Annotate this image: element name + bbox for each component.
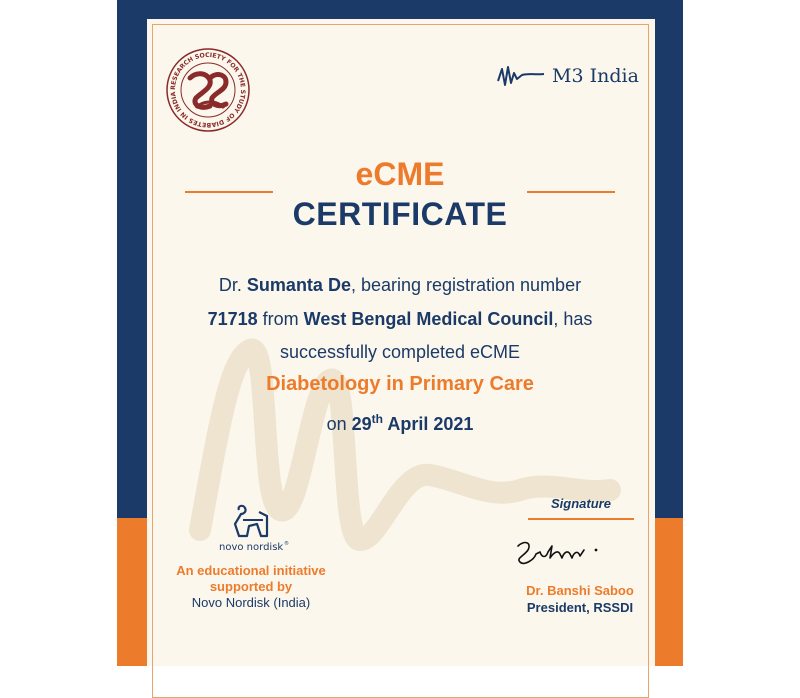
- signatory-name: Dr. Banshi Saboo: [526, 583, 634, 598]
- signature-heading: Signature: [551, 496, 611, 511]
- title-ecme: eCME: [355, 156, 445, 192]
- novo-nordisk-logo-text: novo nordisk: [219, 542, 284, 553]
- sponsor-name: Novo Nordisk (India): [191, 595, 311, 610]
- novo-nordisk-registered-mark: ®: [284, 541, 289, 547]
- date-suffix: th: [371, 412, 383, 426]
- from-text: from: [257, 309, 304, 329]
- body-line-recipient: [0, 275, 800, 296]
- novo-nordisk-logo: [213, 502, 293, 554]
- sponsor-line-2: supported by: [209, 579, 293, 594]
- recipient-reg-text: , bearing registration number: [350, 275, 582, 295]
- date-on-text: on: [326, 414, 352, 434]
- has-text: , has: [553, 309, 593, 329]
- rssdi-seal-logo: [166, 48, 250, 132]
- sponsor-line-1: An educational initiative: [176, 563, 326, 578]
- course-title: Diabetology in Primary Care: [266, 373, 534, 395]
- m3-waveform-icon: [496, 63, 546, 89]
- signature-rule: [528, 518, 634, 520]
- recipient-prefix: Dr.: [218, 275, 247, 295]
- body-line-registration: [0, 309, 800, 330]
- sponsor-note: [155, 563, 347, 611]
- m3-india-brand: [496, 63, 639, 89]
- body-line-completed: successfully completed eCME: [279, 342, 521, 362]
- date-day: 29: [351, 414, 372, 434]
- completion-date: [0, 414, 800, 435]
- medical-council: West Bengal Medical Council: [303, 309, 554, 329]
- signatory-title: President, RSSDI: [526, 600, 634, 615]
- title-certificate: CERTIFICATE: [292, 196, 508, 232]
- date-month-year: April 2021: [383, 414, 474, 434]
- seal-ring-text: RESEARCH SOCIETY FOR THE STUDY OF DIABETES IN INDIA: [169, 51, 247, 129]
- registration-number: 71718: [207, 309, 258, 329]
- recipient-name: Sumanta De: [246, 275, 351, 295]
- m3-india-name: M3 India: [552, 65, 639, 87]
- handwritten-signature: [512, 536, 632, 568]
